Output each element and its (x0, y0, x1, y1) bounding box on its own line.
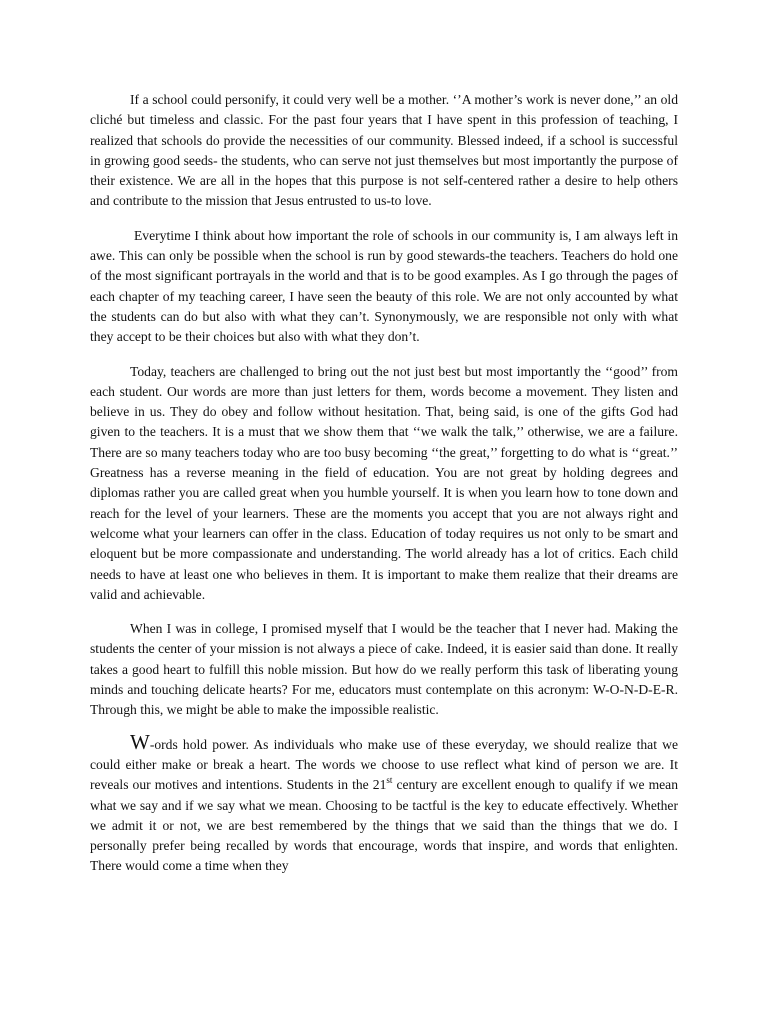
ordinal-superscript: st (386, 775, 393, 786)
paragraph-3: Today, teachers are challenged to bring out the not just best but most importantly the ‘‘good’’ from each student. Our words are more than just letters for them, words become a movement. They listen and believe in us. They do obey and follow without hesitation. That, being said, is one of the gifts God had given to the teachers. It is a must that we show them that ‘‘we walk the talk,’’ otherwise, we are a failure. There are so many teachers today who are too busy becoming ‘‘the great,’’ forgetting to do what is ‘‘great.’’ Greatness has a reverse meaning in the field of education. You are not great by holding degrees and diplomas rather you are called great when you humble yourself. It is when you learn how to tone down and reach for the level of your learners. These are the moments you accept that you are not always right and welcome what your learners can offer in the class. Education of today requires us not only to be smart and eloquent but be more compassionate and understanding. The world already has a lot of critics. Each child needs to have at least one who believes in them. It is important to make them realize that their dreams are valid and achievable. (90, 363, 678, 602)
paragraph-words (90, 729, 679, 877)
words-text-end: century are excellent enough to qualify if we mean what we say and if we say what we mean. Choosing to be tactful is the key to educate effectively. Whether we admit it or not, we are best remembered by the things that we said than the things that we do. I personally prefer being recalled by words that encourage, words that inspire, and words that enlighten. There would come a time when they (90, 777, 679, 874)
paragraph-2: Everytime I think about how important the role of schools in our community is, I am always left in awe. This can only be possible when the school is run by good stewards-the teachers. Teachers do hold one of the most significant portrayals in the world and that is to be good examples. As I go through the pages of each chapter of my teaching career, I have seen the beauty of this role. We are not only accounted by what the students can do but also with what they can’t. Synonymously, we are responsible not only with what they accept to be their choices but also with what they don’t. (90, 227, 678, 345)
paragraph-1: If a school could personify, it could very well be a mother. ‘’A mother’s work is never done,’’ an old cliché but timeless and classic. For the past four years that I have spent in this profession of teaching, I realized that schools do provide the necessities of our community. Blessed indeed, if a school is successful in growing good seeds- the students, who can serve not just themselves but most importantly the purpose of their existence. We are all in the hopes that this purpose is not self-centered rather a desire to help others and contribute to the mission that Jesus entrusted to us-to love. (90, 92, 678, 209)
essay-body (90, 90, 678, 891)
drop-letter: W (130, 729, 150, 754)
paragraph-4: When I was in college, I promised myself that I would be the teacher that I never had. Making the students the center of your mission is not always a piece of cake. Indeed, it is easier said than done. It really takes a good heart to fulfill this noble mission. But how do we really perform this task of liberating young minds and touching delicate hearts? For me, educators must contemplate on this acronym: W-O-N-D-E-R. Through this, we might be able to make the impossible realistic. (90, 621, 678, 718)
words-text-start: -ords hold power. As individuals who make use of these everyday, we should realize that we could either make or break a heart. The words we choose to use reflect what kind of person we are. It reveals our motives and intentions. Students in the 21 (90, 736, 678, 793)
